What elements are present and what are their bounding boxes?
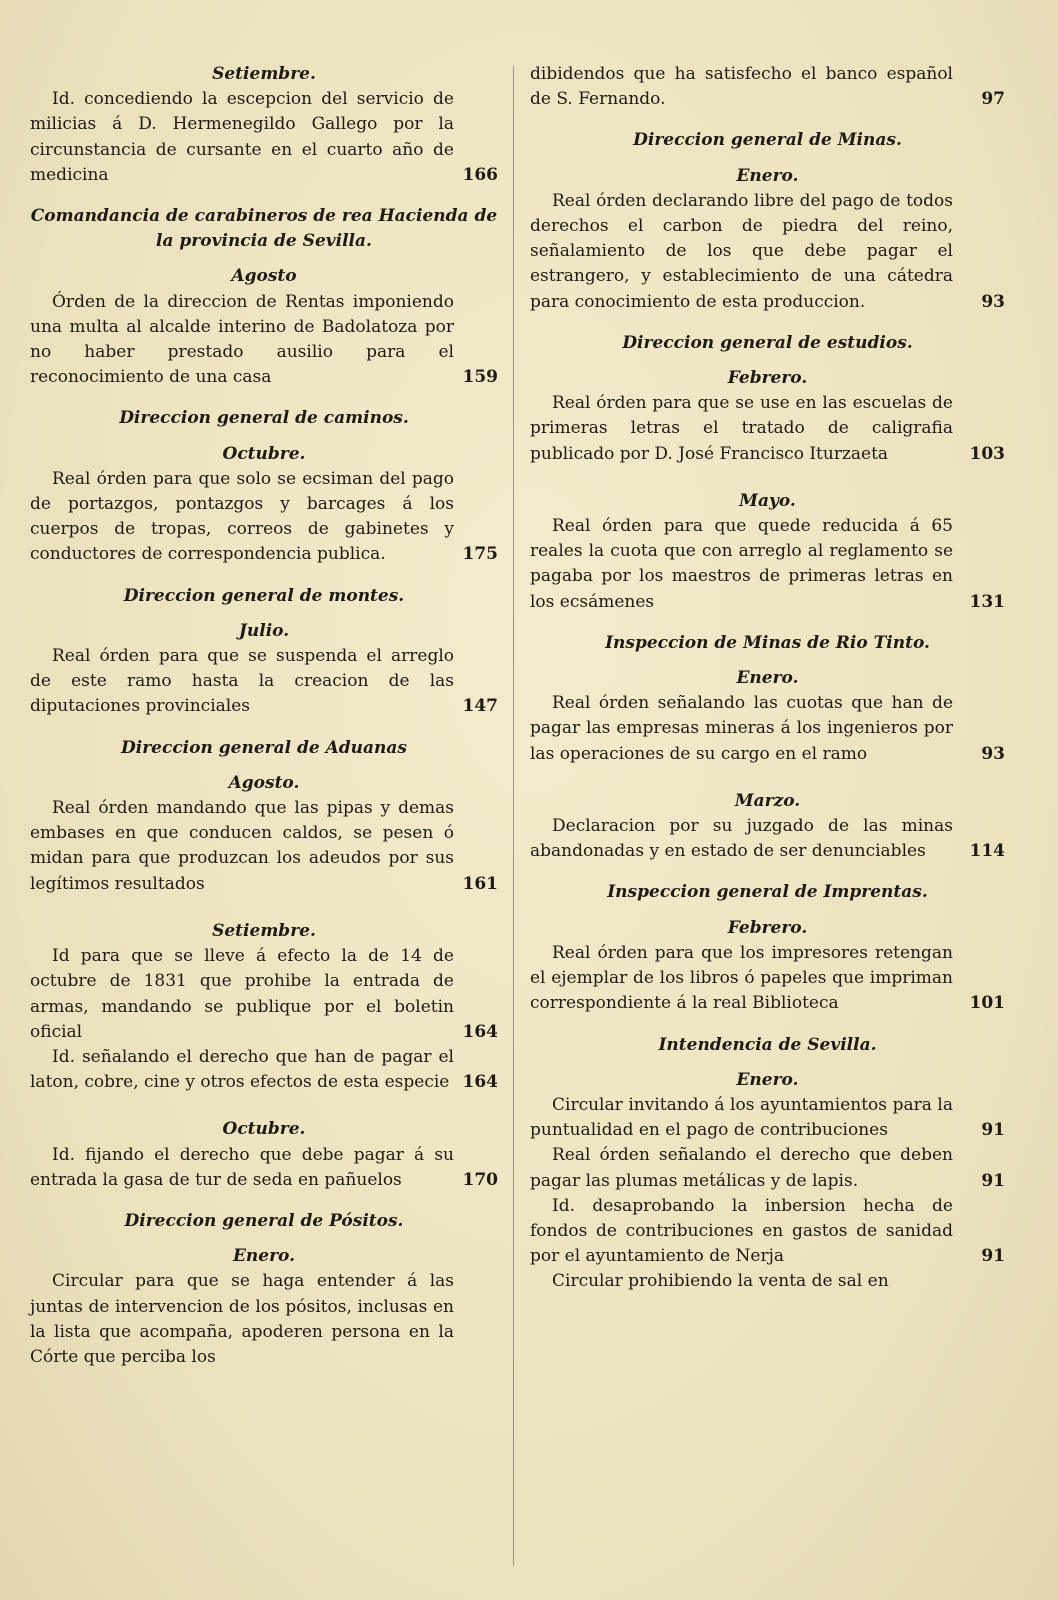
right-column xyxy=(530,62,1005,1295)
month-heading: Mayo. xyxy=(739,490,796,511)
page-number: 175 xyxy=(462,544,498,565)
page-number: 93 xyxy=(981,743,1005,764)
entry-text: Circular invitando á los ayuntamientos para la puntualidad en el pago de contribuciones xyxy=(530,1094,953,1141)
index-entry xyxy=(530,1143,1005,1193)
page-number: 131 xyxy=(969,591,1005,612)
index-entry xyxy=(30,1143,498,1193)
entry-text: Real órden para que los impresores retengan el ejemplar de los libros ó papeles que impriman correspondiente á la real Biblioteca xyxy=(530,942,953,1014)
entry-text: Órden de la direccion de Rentas imponiendo una multa al alcalde interino de Badolatoza por no haber prestado ausilio para el reconocimiento de una casa xyxy=(30,291,454,388)
entry-text: Real órden para que solo se ecsiman del pago de portazgos, pontazgos y barcages á los cuerpos de tropas, correos de gabinetes y conductores de correspondencia publica. xyxy=(30,468,454,565)
entry-text: Id. fijando el derecho que debe pagar á su entrada la gasa de tur de seda en pañuelos xyxy=(30,1144,454,1190)
entry-text: Id. señalando el derecho que han de pagar el laton, cobre, cine y otros efectos de esta especie xyxy=(30,1046,454,1093)
page-number: 166 xyxy=(462,164,498,185)
entry-text: Real órden señalando las cuotas que han de pagar las empresas mineras á los ingenieros por las operaciones de su cargo en el ramo xyxy=(530,693,953,764)
index-entry xyxy=(530,514,1005,615)
entry-text: Real órden mandando que las pipas y demas embases en que conducen caldos, se pesen ó midan para que produzcan los adeudos por sus legítimos resultados xyxy=(30,798,454,894)
entry-text: Circular prohibiendo la venta de sal en xyxy=(552,1271,889,1292)
index-entry xyxy=(530,1093,1005,1143)
page-number: 161 xyxy=(462,873,498,894)
index-entry xyxy=(30,1269,498,1370)
index-entry xyxy=(530,62,1005,112)
page-number: 91 xyxy=(981,1120,1005,1141)
index-entry xyxy=(30,944,498,1045)
index-entry xyxy=(530,189,1005,315)
section-heading: Direccion general de Minas. xyxy=(633,130,902,151)
page-number: 91 xyxy=(981,1246,1005,1267)
section-heading: Direccion general de caminos. xyxy=(119,408,409,429)
index-entry xyxy=(530,1269,1005,1294)
index-entry xyxy=(530,391,1005,467)
month-heading: Febrero. xyxy=(727,368,808,389)
section-heading: Comandancia de carabineros de rea Hacienda de la provincia de Sevilla. xyxy=(30,206,498,252)
entry-text: Id. concediendo la escepcion del servicio de milicias á D. Hermenegildo Gallego por la circunstancia de cursante en el cuarto año de medicina xyxy=(30,89,454,185)
section-heading: Intendencia de Sevilla. xyxy=(658,1034,877,1055)
section-heading: Direccion general de Pósitos. xyxy=(124,1210,404,1231)
section-heading: Direccion general de Aduanas xyxy=(121,737,407,758)
index-entry xyxy=(30,290,498,391)
month-heading: Octubre. xyxy=(222,1119,306,1140)
page-number: 97 xyxy=(981,89,1005,110)
index-entry xyxy=(30,796,498,897)
entry-text: Real órden para que se use en las escuelas de primeras letras el tratado de caligrafia publicado por D. José Francisco Iturzaeta xyxy=(530,393,953,464)
index-entry xyxy=(530,691,1005,767)
index-entry xyxy=(30,1045,498,1095)
left-column xyxy=(30,62,498,1370)
month-heading: Setiembre. xyxy=(212,920,316,941)
entry-text: dibidendos que ha satisfecho el banco español de S. Fernando. xyxy=(530,64,953,110)
entry-text: Id. desaprobando la inbersion hecha de fondos de contribuciones en gastos de sanidad por el ayuntamiento de Nerja xyxy=(530,1195,953,1267)
page-number: 101 xyxy=(969,993,1005,1014)
month-heading: Julio. xyxy=(238,620,290,641)
section-heading: Direccion general de estudios. xyxy=(622,332,913,353)
section-heading: Inspeccion de Minas de Rio Tinto. xyxy=(605,632,930,653)
page-number: 93 xyxy=(981,291,1005,312)
index-entry xyxy=(30,467,498,568)
month-heading: Agosto xyxy=(231,266,297,287)
entry-text: Circular para que se haga entender á las juntas de intervencion de los pósitos, inclusas en la lista que acompaña, apoderen persona en la Córte que perciba los xyxy=(30,1271,454,1367)
index-entry xyxy=(30,87,498,188)
month-heading: Febrero. xyxy=(727,917,808,938)
section-heading: Inspeccion general de Imprentas. xyxy=(607,882,928,903)
entry-text: Real órden declarando libre del pago de todos derechos el carbon de piedra del reino, señalamiento de los que debe pagar el estrangero, y establecimiento de una cátedra para conocimiento de esta produccion. xyxy=(530,190,953,312)
page-number: 170 xyxy=(462,1169,498,1190)
page-number: 103 xyxy=(969,443,1005,464)
month-heading: Enero. xyxy=(736,668,799,689)
month-heading: Octubre. xyxy=(222,443,306,464)
month-heading: Enero. xyxy=(736,1069,799,1090)
page-number: 159 xyxy=(462,367,498,388)
month-heading: Agosto. xyxy=(228,772,300,793)
column-divider xyxy=(513,66,514,1566)
entry-text: Real órden para que quede reducida á 65 reales la cuota que con arreglo al reglamento se pagaba por los maestros de primeras letras en los ecsámenes xyxy=(530,516,953,612)
month-heading: Enero. xyxy=(232,1246,296,1267)
index-entry xyxy=(30,644,498,720)
entry-text: Real órden para que se suspenda el arreglo de este ramo hasta la creacion de las diputaciones provinciales xyxy=(30,646,454,717)
month-heading: Enero. xyxy=(736,165,799,186)
month-heading: Setiembre. xyxy=(212,64,316,84)
page-number: 164 xyxy=(462,1021,498,1042)
month-heading: Marzo. xyxy=(734,790,801,811)
entry-text: Real órden señalando el derecho que deben pagar las plumas metálicas y de lapis. xyxy=(530,1145,953,1191)
page-number: 147 xyxy=(462,696,498,717)
section-heading: Direccion general de montes. xyxy=(123,585,405,606)
index-entry xyxy=(530,814,1005,864)
entry-text: Declaracion por su juzgado de las minas abandonadas y en estado de ser denunciables xyxy=(530,816,953,862)
index-entry xyxy=(530,1194,1005,1270)
entry-text: Id para que se lleve á efecto la de 14 de octubre de 1831 que prohibe la entrada de armas, mandando se publique por el boletin oficial xyxy=(30,946,454,1042)
index-entry xyxy=(530,941,1005,1017)
page-number: 114 xyxy=(969,841,1005,862)
page-number: 91 xyxy=(981,1170,1005,1191)
page-number: 164 xyxy=(462,1072,498,1093)
